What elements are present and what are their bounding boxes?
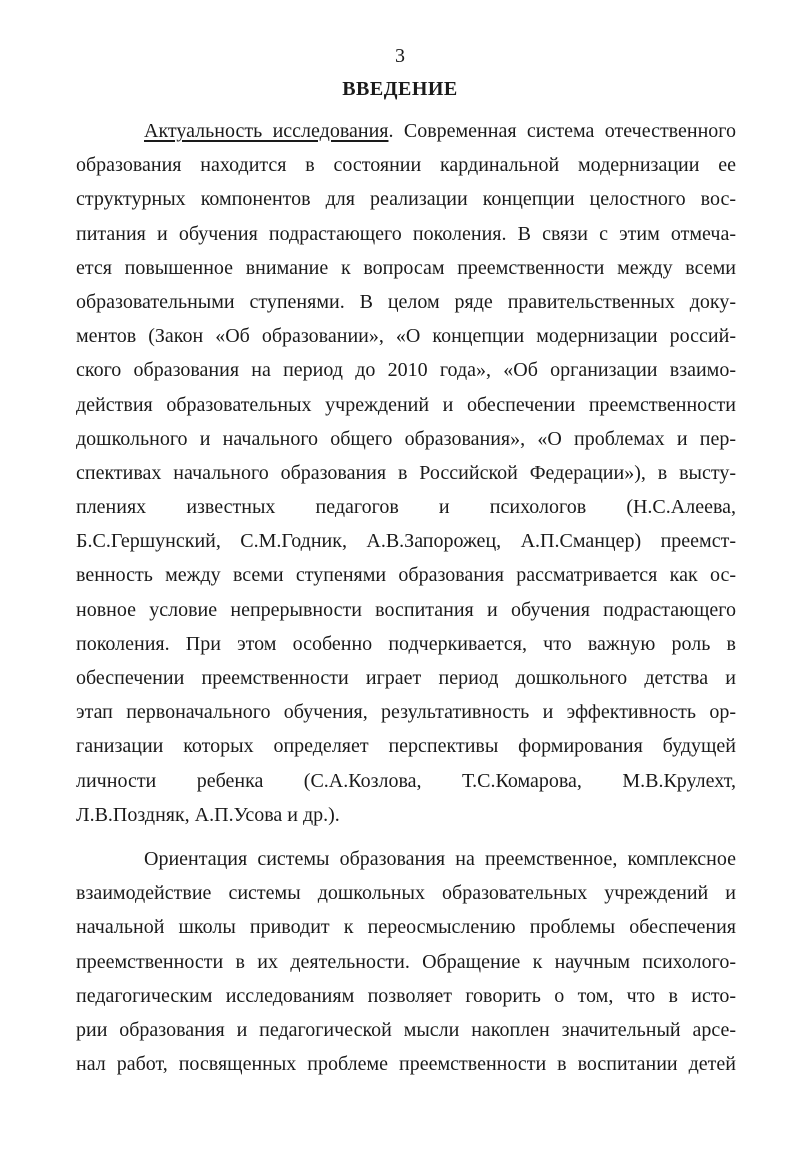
paragraph-line: обеспечении преемственности играет период дошкольного детства и: [76, 667, 736, 689]
paragraph-line: Б.С.Гершунский, С.М.Годник, А.В.Запорожец, А.П.Сманцер) преемст-: [76, 530, 736, 553]
paragraph-line: начальной школы приводит к переосмыслению проблемы обеспечения: [76, 916, 736, 939]
paragraph-line: личности ребенка (С.А.Козлова, Т.С.Комарова, М.В.Крулехт,: [76, 769, 736, 792]
paragraph-line: ментов (Закон «Об образовании», «О концепции модернизации россий-: [76, 325, 736, 348]
paragraph-line: образования находится в состоянии кардинальной модернизации ее: [76, 154, 736, 177]
paragraph-line: Ориентация системы образования на преемственное, комплексное: [144, 848, 736, 870]
paragraph-line: плениях известных педагогов и психологов (Н.С.Алеева,: [76, 496, 736, 519]
paragraph-relevance: [76, 114, 736, 832]
paragraph-lead-text: . Современная система отечественного: [388, 120, 736, 142]
paragraph-line: спективах начального образования в Российской Федерации»), в высту-: [76, 461, 736, 484]
paragraph-line: венность между всеми ступенями образования рассматривается как ос-: [76, 564, 736, 587]
page-number: 3: [395, 45, 405, 67]
paragraph-line: преемственности в их деятельности. Обращение к научным психолого-: [76, 950, 736, 973]
paragraph-line: новное условие непрерывности воспитания и обучения подрастающего: [76, 598, 736, 621]
paragraph-line: педагогическим исследованиям позволяет говорить о том, что в исто-: [76, 984, 736, 1007]
paragraph-line: ского образования на период до 2010 года», «Об организации взаимо-: [76, 359, 736, 382]
paragraph-line: ганизации которых определяет перспективы формирования будущей: [76, 735, 736, 758]
paragraph-line: образовательными ступенями. В целом ряде правительственных доку-: [76, 290, 736, 313]
paragraph-line: Л.В.Поздняк, А.П.Усова и др.).: [76, 803, 340, 826]
paragraph-line: этап первоначального обучения, результативность и эффективность ор-: [76, 701, 736, 724]
paragraph-line: [76, 114, 736, 148]
paragraph-line: взаимодействие системы дошкольных образовательных учреждений и: [76, 882, 736, 905]
paragraph-line: структурных компонентов для реализации концепции целостного вос-: [76, 188, 736, 211]
paragraph-line: действия образовательных учреждений и обеспечении преемственности: [76, 393, 736, 416]
paragraph-line: поколения. При этом особенно подчеркивается, что важную роль в: [76, 632, 736, 655]
paragraph-line: рии образования и педагогической мысли накоплен значительный арсе-: [76, 1018, 736, 1041]
paragraph-line: питания и обучения подрастающего поколения. В связи с этим отмеча-: [76, 222, 736, 245]
paragraph-orientation: [76, 842, 736, 1081]
paragraph-line: нал работ, посвященных проблеме преемственности в воспитании детей: [76, 1053, 736, 1076]
paragraph-line: дошкольного и начального общего образования», «О проблемах и пер-: [76, 427, 736, 450]
paragraph-line: ется повышенное внимание к вопросам преемственности между всеми: [76, 256, 736, 279]
page-title: ВВЕДЕНИЕ: [342, 78, 458, 100]
underlined-term: Актуальность исследования: [144, 120, 389, 142]
